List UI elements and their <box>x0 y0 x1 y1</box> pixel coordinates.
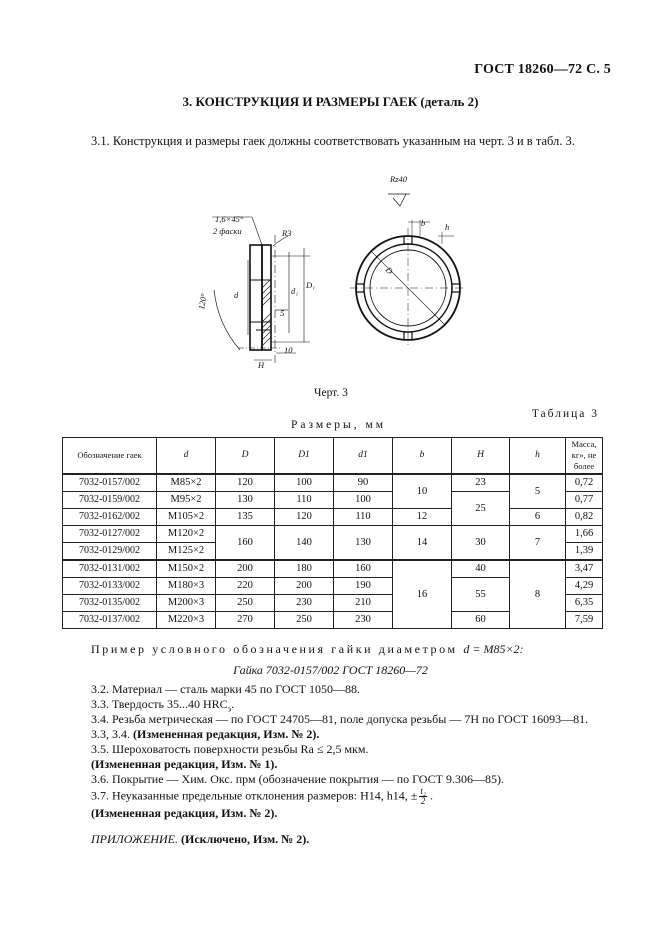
cell: M95×2 <box>157 492 216 509</box>
example-heading-text: Пример условного обозначения гайки диаметром <box>91 642 458 656</box>
cell: 7032-0135/002 <box>63 595 157 612</box>
col-header-H: H <box>452 438 510 475</box>
figure-caption: Черт. 3 <box>314 387 348 399</box>
cell: 3,47 <box>566 560 603 578</box>
nut-front-view <box>350 194 466 348</box>
example-heading <box>91 642 524 657</box>
cell: 55 <box>452 578 510 612</box>
cell: 190 <box>334 578 393 595</box>
cell: 10 <box>393 474 452 509</box>
cell: 7032-0133/002 <box>63 578 157 595</box>
cell: M220×3 <box>157 612 216 629</box>
col-header-h: h <box>510 438 566 475</box>
cell: 1,39 <box>566 543 603 561</box>
appendix-note <box>91 832 309 847</box>
cell: 23 <box>452 474 510 492</box>
cell: 8 <box>510 560 566 629</box>
paragraph-3-3-3-4-edit <box>91 727 319 742</box>
cell: 200 <box>216 560 275 578</box>
p334-edition: (Измененная редакция, Изм. № 2). <box>133 727 320 741</box>
cell: 110 <box>275 492 334 509</box>
cell: M125×2 <box>157 543 216 561</box>
cell: 135 <box>216 509 275 526</box>
cell: 140 <box>275 526 334 561</box>
cell: 130 <box>334 526 393 561</box>
col-header-mass: Масса, кг», не более <box>566 438 603 475</box>
page-header: ГОСТ 18260—72 С. 5 <box>474 62 611 77</box>
cell: M85×2 <box>157 474 216 492</box>
table-number: Таблица 3 <box>531 408 599 420</box>
edition-note-2: (Измененная редакция, Изм. № 2). <box>91 806 278 820</box>
col-header-d: d <box>157 438 216 475</box>
paragraph-3-3 <box>91 697 234 713</box>
cell: 250 <box>216 595 275 612</box>
table-row <box>63 509 603 526</box>
cell: 0,77 <box>566 492 603 509</box>
cell: 120 <box>275 509 334 526</box>
p33-text: 3.3. Твердость 35...40 HRC <box>91 697 228 711</box>
paragraph-3-4: 3.4. Резьба метрическая — по ГОСТ 24705—81, поле допуска резьбы — 7H по ГОСТ 16093—81. <box>91 712 589 726</box>
label-chamfers: 2 фаски <box>213 226 242 236</box>
label-rz40: Rz40 <box>390 174 407 184</box>
cell: 160 <box>334 560 393 578</box>
label-r3: R3 <box>282 228 292 238</box>
cell: 270 <box>216 612 275 629</box>
label-d: d <box>234 290 239 300</box>
cell: 25 <box>452 492 510 526</box>
cell: 1,66 <box>566 526 603 543</box>
cell: 4,29 <box>566 578 603 595</box>
label-h: h <box>445 222 450 232</box>
cell: 16 <box>393 560 452 629</box>
table-row <box>63 560 603 578</box>
table-row <box>63 526 603 543</box>
label-b: b <box>421 218 426 228</box>
cell: 14 <box>393 526 452 561</box>
example-designation: Гайка 7032-0157/002 ГОСТ 18260—72 <box>233 663 428 677</box>
paragraph-3-2: 3.2. Материал — сталь марки 45 по ГОСТ 1050—88. <box>91 682 361 696</box>
cell: 60 <box>452 612 510 629</box>
cell: 100 <box>275 474 334 492</box>
cell: 40 <box>452 560 510 578</box>
col-header-D: D <box>216 438 275 475</box>
p33-sub: э <box>227 704 232 714</box>
paragraph-3-5: 3.5. Шероховатость поверхности резьбы Ra ≤ 2,5 мкм. <box>91 742 369 756</box>
cell: 5 <box>510 474 566 509</box>
paragraph-3-7 <box>91 787 433 806</box>
fraction-denominator: 2 <box>420 796 426 806</box>
cell: 250 <box>275 612 334 629</box>
label-D: D <box>383 264 396 276</box>
cell: 180 <box>275 560 334 578</box>
cell: M120×2 <box>157 526 216 543</box>
label-angle: 120° <box>196 292 209 311</box>
cell: 130 <box>216 492 275 509</box>
p334-label: 3.3, 3.4. <box>91 727 130 741</box>
label-H: H <box>258 360 265 370</box>
dimensions-table <box>62 437 603 629</box>
edition-note-1: (Измененная редакция, Изм. № 1). <box>91 757 278 771</box>
cell: M200×3 <box>157 595 216 612</box>
cell: 230 <box>334 612 393 629</box>
cell: 0,72 <box>566 474 603 492</box>
cell: 7032-0157/002 <box>63 474 157 492</box>
label-10: 10 <box>284 345 293 355</box>
paragraph-3-6: 3.6. Покрытие — Хим. Окс. прм (обозначение покрытия — по ГОСТ 9.306—85). <box>91 772 504 786</box>
cell: 6,35 <box>566 595 603 612</box>
cell: 7032-0162/002 <box>63 509 157 526</box>
example-value: d = M85×2: <box>463 642 524 656</box>
cell: M180×3 <box>157 578 216 595</box>
cell: M150×2 <box>157 560 216 578</box>
p33-end: . <box>231 697 235 711</box>
cell: 210 <box>334 595 393 612</box>
col-header-d1: d1 <box>334 438 393 475</box>
tolerance-fraction <box>419 787 427 806</box>
nut-drawing <box>180 170 480 385</box>
label-5: 5 <box>280 308 285 318</box>
cell: M105×2 <box>157 509 216 526</box>
cell: 7,59 <box>566 612 603 629</box>
p37-end: . <box>429 788 433 803</box>
appendix-text: (Исключено, Изм. № 2). <box>180 832 310 846</box>
cell: 12 <box>393 509 452 526</box>
table-caption: Размеры, мм <box>291 419 387 431</box>
cell: 7032-0159/002 <box>63 492 157 509</box>
cell: 7 <box>510 526 566 561</box>
cell: 7032-0129/002 <box>63 543 157 561</box>
label-D1: D₁ <box>306 280 316 290</box>
cell: 200 <box>275 578 334 595</box>
paragraph-3-1: 3.1. Конструкция и размеры гаек должны соответствовать указанным на черт. 3 и в табл. 3. <box>91 134 575 148</box>
cell: 6 <box>510 509 566 526</box>
fraction-numerator: t₂ <box>420 786 426 796</box>
col-header-D1: D1 <box>275 438 334 475</box>
cell: 7032-0137/002 <box>63 612 157 629</box>
cell: 30 <box>452 526 510 561</box>
cell: 7032-0131/002 <box>63 560 157 578</box>
cell: 7032-0127/002 <box>63 526 157 543</box>
cell: 90 <box>334 474 393 492</box>
label-chamfer: 1,6×45° <box>215 214 244 224</box>
col-header-designation: Обозначение гаек <box>63 438 157 475</box>
cell: 160 <box>216 526 275 561</box>
cell: 110 <box>334 509 393 526</box>
cell: 100 <box>334 492 393 509</box>
cell: 220 <box>216 578 275 595</box>
label-d1: d₁ <box>291 286 299 296</box>
cell: 230 <box>275 595 334 612</box>
appendix-label: ПРИЛОЖЕНИЕ. <box>91 832 178 846</box>
table-header-row <box>63 438 603 475</box>
section-title: 3. КОНСТРУКЦИЯ И РАЗМЕРЫ ГАЕК (деталь 2) <box>182 94 479 109</box>
cell: 120 <box>216 474 275 492</box>
p37-text: 3.7. Неуказанные предельные отклонения размеров: H14, h14, ± <box>91 788 418 803</box>
table-row <box>63 474 603 492</box>
cell: 0,82 <box>566 509 603 526</box>
col-header-b: b <box>393 438 452 475</box>
